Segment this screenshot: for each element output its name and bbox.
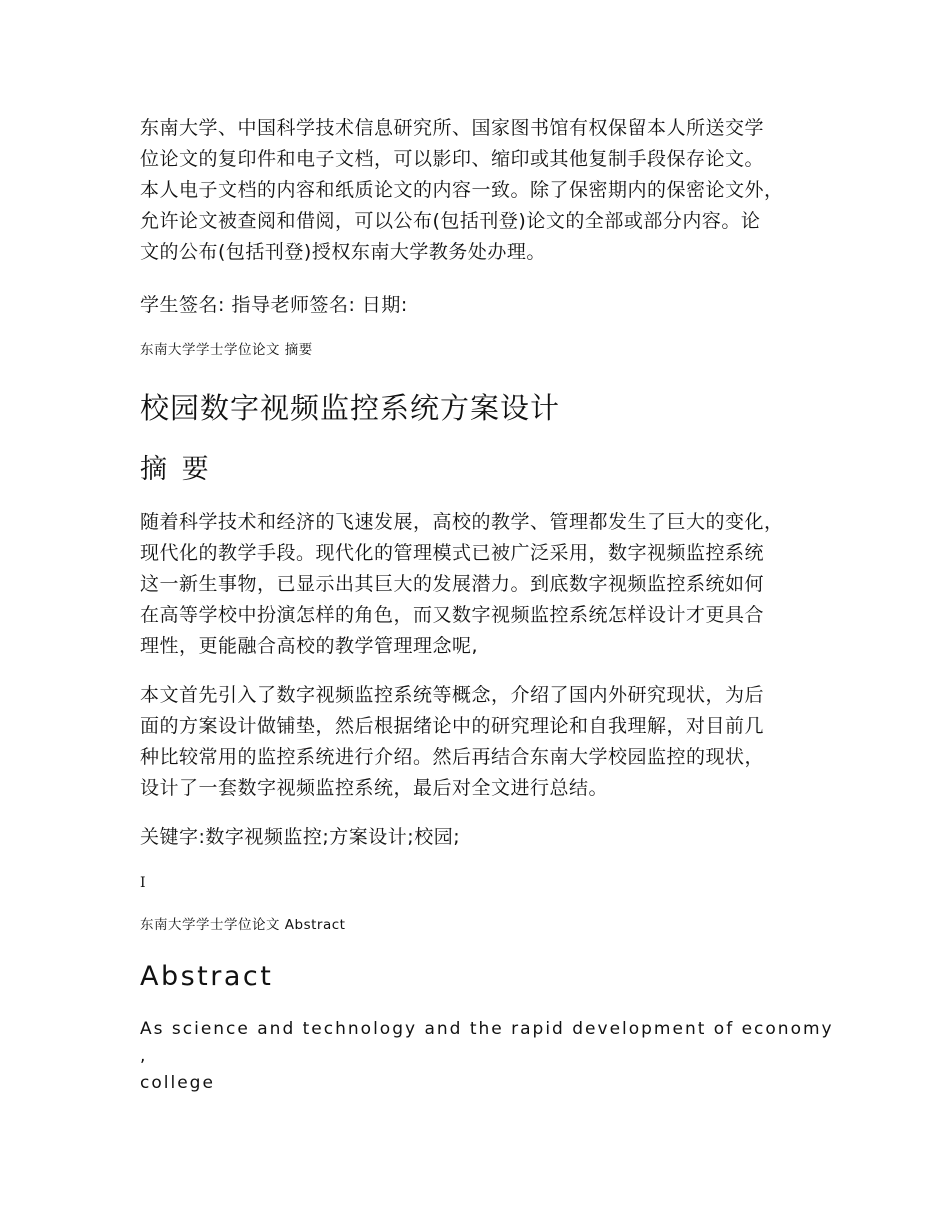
text-line: 种比较常用的监控系统进行介绍。然后再结合东南大学校园监控的现状，	[140, 746, 765, 768]
thesis-title: 校园数字视频监控系统方案设计	[140, 391, 561, 425]
text-line: As science and technology and the rapid development of economy ,	[140, 1019, 834, 1066]
copyright-paragraph	[140, 113, 784, 268]
text-line: 随着科学技术和经济的飞速发展，高校的教学、管理都发生了巨大的变化，	[140, 511, 784, 533]
text-line: 位论文的复印件和电子文档，可以影印、缩印或其他复制手段保存论文。	[140, 148, 765, 170]
text-line: 这一新生事物，已显示出其巨大的发展潜力。到底数字视频监控系统如何	[140, 573, 765, 595]
text-line: 现代化的教学手段。现代化的管理模式已被广泛采用，数字视频监控系统	[140, 542, 765, 564]
text-line: 理性，更能融合高校的教学管理理念呢,	[140, 635, 479, 657]
text-line: 东南大学、中国科学技术信息研究所、国家图书馆有权保留本人所送交学	[140, 117, 765, 139]
abstract-paragraph-2	[140, 680, 764, 804]
running-header-en: 东南大学学士学位论文 Abstract	[140, 917, 346, 933]
running-header-cn: 东南大学学士学位论文 摘要	[140, 342, 313, 358]
text-line: 在高等学校中扮演怎样的角色，而又数字视频监控系统怎样设计才更具合	[140, 604, 765, 626]
abstract-heading-en: Abstract	[140, 961, 274, 992]
text-line: 本文首先引入了数字视频监控系统等概念，介绍了国内外研究现状，为后	[140, 684, 765, 706]
page-number: I	[140, 875, 146, 891]
abstract-heading-cn: 摘 要	[140, 454, 212, 485]
signature-line: 学生签名: 指导老师签名: 日期:	[140, 294, 408, 316]
text-line: 允许论文被查阅和借阅，可以公布(包括刊登)论文的全部或部分内容。论	[140, 210, 761, 232]
keywords-line: 关键字:数字视频监控;方案设计;校园;	[140, 826, 461, 848]
text-line: 面的方案设计做铺垫，然后根据绪论中的研究理论和自我理解，对目前几	[140, 715, 765, 737]
text-line: 本人电子文档的内容和纸质论文的内容一致。除了保密期内的保密论文外，	[140, 179, 784, 201]
abstract-paragraph-1	[140, 507, 784, 662]
text-line: 文的公布(包括刊登)授权东南大学教务处办理。	[140, 241, 546, 263]
abstract-paragraph-en	[140, 1016, 840, 1097]
text-line: 设计了一套数字视频监控系统，最后对全文进行总结。	[140, 777, 609, 799]
text-line: college	[140, 1073, 215, 1093]
